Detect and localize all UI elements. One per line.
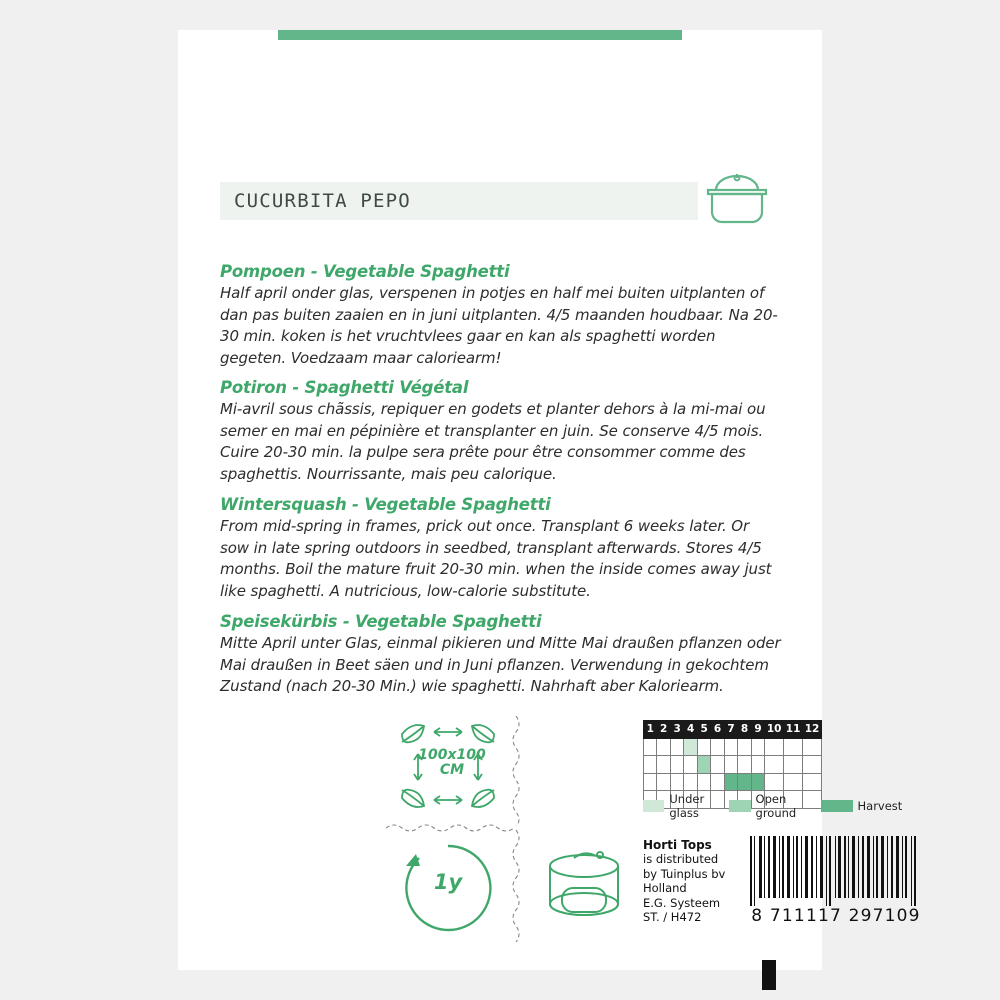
legend-label: Under glass bbox=[669, 792, 705, 820]
section-heading: Speisekürbis - Vegetable Spaghetti bbox=[220, 612, 542, 631]
distributor-name: Horti Tops bbox=[643, 838, 712, 852]
spacing-line1: 100x100 bbox=[418, 747, 486, 763]
barcode-number: 8 711117 297109 bbox=[751, 906, 921, 926]
legend-label: Open ground bbox=[755, 792, 797, 820]
top-color-bar bbox=[278, 30, 682, 40]
legend-item-under-glass bbox=[643, 792, 715, 820]
spacing-label bbox=[406, 748, 498, 778]
section-body: Mitte April unter Glas, einmal pikieren und Mitte Mai draußen pflanzen oder Mai draußen in Beet säen und in Juni pflanzen. Verwendung in gekochtem Zustand (nach 20-30 Min.) wie spaghetti. Nahrhaft aber Kaloriearm. bbox=[220, 634, 781, 695]
print-register-mark bbox=[762, 960, 776, 990]
month-cell: 11 bbox=[784, 721, 803, 739]
calendar-row bbox=[644, 773, 822, 791]
divider-wave-horizontal bbox=[386, 820, 516, 836]
shelf-life-label: 1y bbox=[433, 870, 463, 894]
calendar-legend bbox=[643, 792, 916, 820]
section-de bbox=[220, 612, 782, 698]
month-cell: 4 bbox=[684, 721, 697, 739]
legend-swatch-under-glass bbox=[643, 800, 664, 812]
legend-item-harvest bbox=[821, 799, 903, 813]
month-cell: 2 bbox=[657, 721, 670, 739]
distributor-info bbox=[643, 838, 753, 925]
tin-can-icon bbox=[534, 838, 634, 938]
section-heading: Wintersquash - Vegetable Spaghetti bbox=[220, 495, 551, 514]
month-cell: 1 bbox=[644, 721, 657, 739]
calendar-row bbox=[644, 738, 822, 756]
page-title: CUCURBITA PEPO bbox=[234, 190, 411, 212]
section-heading: Potiron - Spaghetti Végétal bbox=[220, 378, 469, 397]
legend-swatch-harvest bbox=[821, 800, 853, 812]
section-heading: Pompoen - Vegetable Spaghetti bbox=[220, 262, 510, 281]
barcode-icon bbox=[748, 836, 920, 906]
section-fr bbox=[220, 378, 782, 485]
legend-item-open-ground bbox=[729, 792, 807, 820]
month-cell: 7 bbox=[724, 721, 737, 739]
calendar-header-row bbox=[644, 721, 822, 739]
section-en bbox=[220, 495, 782, 602]
section-body: Half april onder glas, verspenen in potjes en half mei buiten uitplanten of dan pas buiten zaaien en in juni uitplanten. 4/5 maanden houdbaar. Na 20-30 min. koken is het vruchtvlees gaar en kan als spaghetti worden gegeten. Voedzaam maar caloriearm! bbox=[220, 284, 778, 367]
distributor-line: is distributed bbox=[643, 852, 719, 866]
distributor-line: ST. / H472 bbox=[643, 910, 702, 924]
section-nl bbox=[220, 262, 782, 369]
distributor-line: E.G. Systeem bbox=[643, 895, 721, 910]
month-cell: 6 bbox=[711, 721, 724, 739]
legend-label: Harvest bbox=[857, 799, 903, 813]
month-cell: 8 bbox=[738, 721, 751, 739]
section-body: Mi-avril sous chãssis, repiquer en godets et planter dehors à la mi-mai ou semer en mai en pépinière et transplanter en juin. Se conserve 4/5 mois. Cuire 20-30 min. la pulpe sera prête pour être consommer comme des spaghettis. Nourrissante, mais peu calorique. bbox=[220, 400, 766, 483]
distributor-line: by Tuinplus bv bbox=[643, 866, 726, 881]
distributor-line: Holland bbox=[643, 881, 687, 895]
species-title-band bbox=[220, 182, 698, 220]
calendar-row bbox=[644, 756, 822, 774]
month-cell: 5 bbox=[697, 721, 710, 739]
month-cell: 3 bbox=[670, 721, 683, 739]
section-body: From mid-spring in frames, prick out once. Transplant 6 weeks later. Or sow in late spring outdoors in seedbed, transplant afterwards. Stores 4/5 months. Boil the mature fruit 20-30 min. when the inside comes away just like spaghetti. A nutricious, low-calorie substitute. bbox=[220, 517, 772, 600]
month-cell: 12 bbox=[803, 721, 822, 739]
legend-swatch-open-ground bbox=[729, 800, 751, 812]
month-cell: 10 bbox=[765, 721, 784, 739]
cooking-pot-icon bbox=[702, 172, 772, 228]
month-cell: 9 bbox=[751, 721, 764, 739]
divider-wave-vertical-1 bbox=[508, 716, 524, 826]
seed-packet-back bbox=[178, 30, 921, 970]
divider-wave-vertical-2 bbox=[508, 830, 524, 942]
spacing-line2: CM bbox=[439, 762, 465, 778]
